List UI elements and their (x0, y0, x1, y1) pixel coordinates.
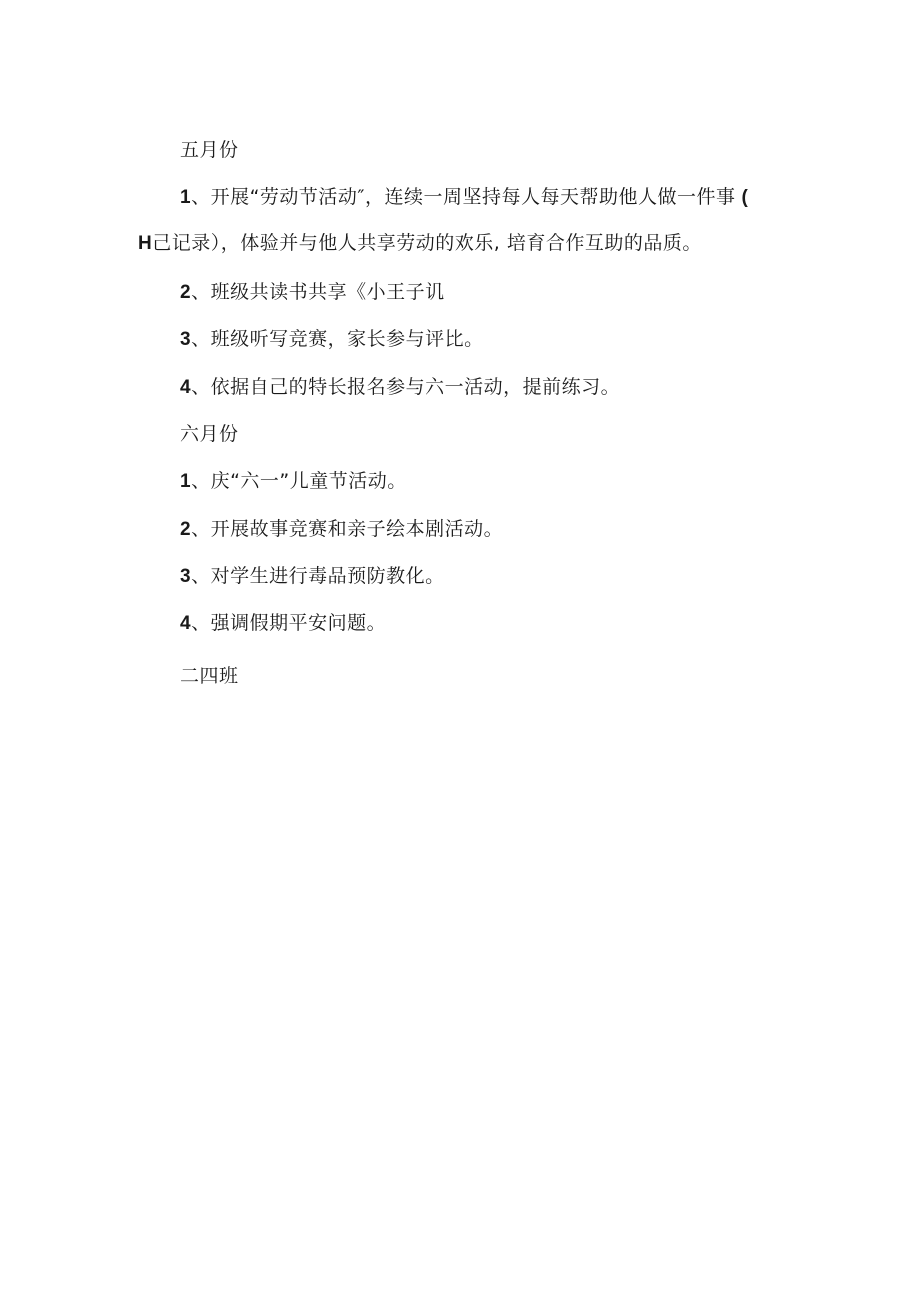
june-item-4-text: 、强调假期平安问题。 (191, 612, 387, 634)
june-item-2 (180, 516, 503, 543)
june-item-1-text: 、庆“六一”儿童节活动。 (191, 470, 407, 492)
may-heading: 五月份 (180, 139, 239, 161)
june-item-3 (180, 563, 445, 590)
may-item-1-text: 、开展“劳动节活动″，连续一周坚持每人每天帮助他人做一件事 (191, 186, 736, 208)
june-item-2-number: 2 (180, 519, 192, 540)
may-item-2-number: 2 (180, 282, 192, 303)
may-item-1-paren: ( (741, 187, 749, 208)
june-item-3-number: 3 (180, 566, 192, 587)
june-item-1 (180, 468, 407, 495)
june-item-3-text: 、对学生进行毒品预防教化。 (191, 565, 445, 587)
june-item-4-number: 4 (180, 613, 192, 634)
may-item-3 (180, 326, 484, 353)
may-item-4 (180, 374, 620, 401)
may-item-4-text: 、依据自己的特长报名参与六一活动，提前练习。 (191, 376, 621, 398)
may-item-4-number: 4 (180, 377, 192, 398)
may-item-1-number: 1 (180, 187, 192, 208)
class-signature: 二四班 (180, 665, 239, 687)
may-item-2 (180, 279, 445, 306)
may-item-3-number: 3 (180, 329, 192, 350)
june-item-1-number: 1 (180, 471, 192, 492)
june-item-2-text: 、开展故事竞赛和亲子绘本剧活动。 (191, 518, 504, 540)
may-item-1-text-b: 己记录），体验并与他人共享劳动的欢乐, 培育合作互助的品质。 (152, 232, 702, 254)
june-item-4 (180, 610, 386, 637)
may-item-1-h: H (138, 233, 153, 254)
may-item-3-text: 、班级听写竞赛，家长参与评比。 (191, 328, 484, 350)
may-item-1-continued (138, 230, 702, 257)
may-item-1 (180, 184, 748, 211)
june-heading: 六月份 (180, 423, 239, 445)
may-item-2-text: 、班级共读书共享《小王子讥 (191, 281, 445, 303)
